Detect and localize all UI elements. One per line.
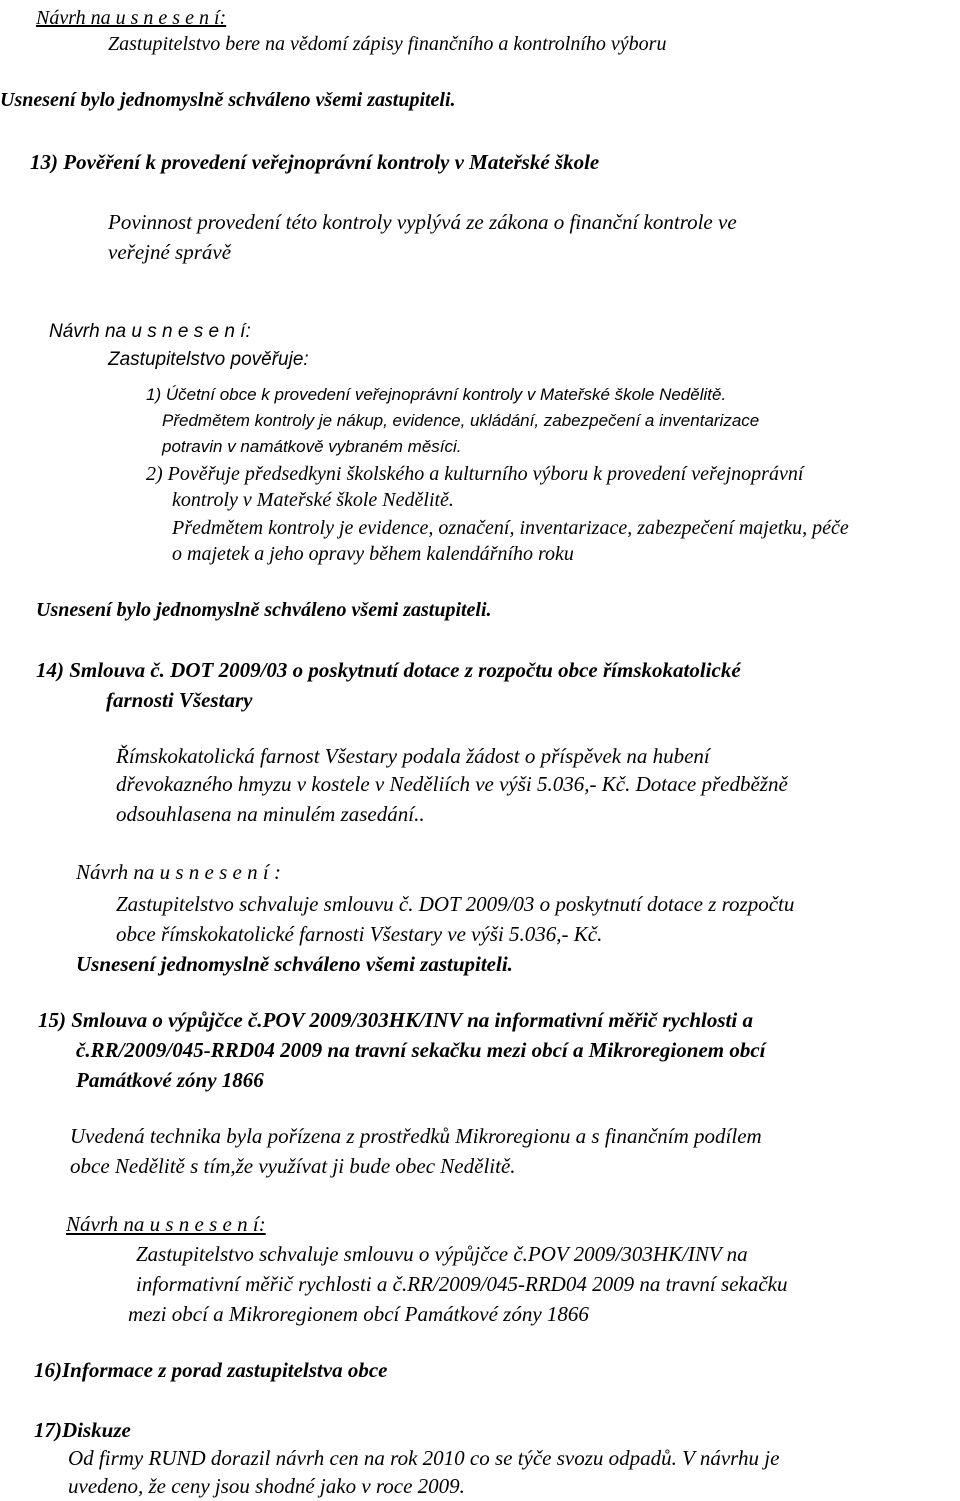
text-line: Návrh na u s n e s e n í: — [66, 1212, 266, 1236]
text-line: uvedeno, že ceny jsou shodné jako v roce 2009. — [68, 1474, 465, 1498]
text-line: č.RR/2009/045-RRD04 2009 na travní sekačku mezi obcí a Mikroregionem obcí — [76, 1038, 766, 1062]
text-line: 14) Smlouva č. DOT 2009/03 o poskytnutí dotace z rozpočtu obce římskokatolické — [36, 658, 741, 682]
text-line: dřevokazného hmyzu v kostele v Neděliích ve výši 5.036,- Kč. Dotace předběžně — [116, 772, 788, 796]
text-line: o majetek a jeho opravy během kalendářního roku — [172, 543, 574, 565]
text-line: Návrh na u s n e s e n í : — [76, 860, 281, 884]
text-line: Od firmy RUND dorazil návrh cen na rok 2010 co se týče svozu odpadů. V návrhu je — [68, 1446, 780, 1470]
text-line: Návrh na u s n e s e n í: — [36, 7, 227, 29]
text-line: farnosti Všestary — [106, 688, 253, 712]
text-line: 2) Pověřuje předsedkyni školského a kulturního výboru k provedení veřejnoprávní — [146, 463, 804, 485]
text-line: veřejné správě — [108, 240, 232, 264]
text-line: Zastupitelstvo schvaluje smlouvu č. DOT 2009/03 o poskytnutí dotace z rozpočtu — [116, 892, 795, 916]
text-line: obce Nedělitě s tím,že využívat ji bude obec Nedělitě. — [70, 1154, 516, 1178]
text-line: Usnesení bylo jednomyslně schváleno všemi zastupiteli. — [0, 89, 456, 111]
text-line: Usnesení jednomyslně schváleno všemi zastupiteli. — [76, 952, 513, 976]
text-line: Návrh na u s n e s e n í: — [49, 321, 251, 342]
text-line: Zastupitelstvo pověřuje: — [108, 349, 309, 370]
text-line: Římskokatolická farnost Všestary podala žádost o příspěvek na hubení — [116, 744, 710, 768]
text-line: 1) Účetní obce k provedení veřejnoprávní kontroly v Mateřské škole Nedělitě. — [146, 385, 727, 404]
text-line: Usnesení bylo jednomyslně schváleno všemi zastupiteli. — [36, 599, 492, 621]
text-line: kontroly v Mateřské škole Nedělitě. — [172, 489, 454, 511]
text-line: odsouhlasena na minulém zasedání.. — [116, 802, 425, 826]
text-line: informativní měřič rychlosti a č.RR/2009/045-RRD04 2009 na travní sekačku — [136, 1272, 788, 1296]
text-line: Zastupitelstvo bere na vědomí zápisy finančního a kontrolního výboru — [108, 33, 667, 55]
text-line: potravin v namátkově vybraném měsíci. — [162, 437, 462, 456]
text-line: Zastupitelstvo schvaluje smlouvu o výpůjčce č.POV 2009/303HK/INV na — [136, 1242, 748, 1266]
text-line: obce římskokatolické farnosti Všestary ve výši 5.036,- Kč. — [116, 922, 603, 946]
text-line: 16)Informace z porad zastupitelstva obce — [34, 1358, 388, 1382]
text-line: Povinnost provedení této kontroly vyplývá ze zákona o finanční kontrole ve — [108, 210, 737, 234]
text-line: Předmětem kontroly je nákup, evidence, ukládání, zabezpečení a inventarizace — [162, 411, 760, 430]
text-line: 15) Smlouva o výpůjčce č.POV 2009/303HK/INV na informativní měřič rychlosti a — [38, 1008, 753, 1032]
text-line: Uvedená technika byla pořízena z prostředků Mikroregionu a s finančním podílem — [70, 1124, 762, 1148]
text-line: 13) Pověření k provedení veřejnoprávní kontroly v Mateřské škole — [30, 150, 600, 174]
text-line: Předmětem kontroly je evidence, označení, inventarizace, zabezpečení majetku, péče — [172, 517, 849, 539]
text-line: Památkové zóny 1866 — [76, 1068, 264, 1092]
text-line: mezi obcí a Mikroregionem obcí Památkové zóny 1866 — [128, 1302, 589, 1326]
text-line: 17)Diskuze — [34, 1418, 131, 1442]
